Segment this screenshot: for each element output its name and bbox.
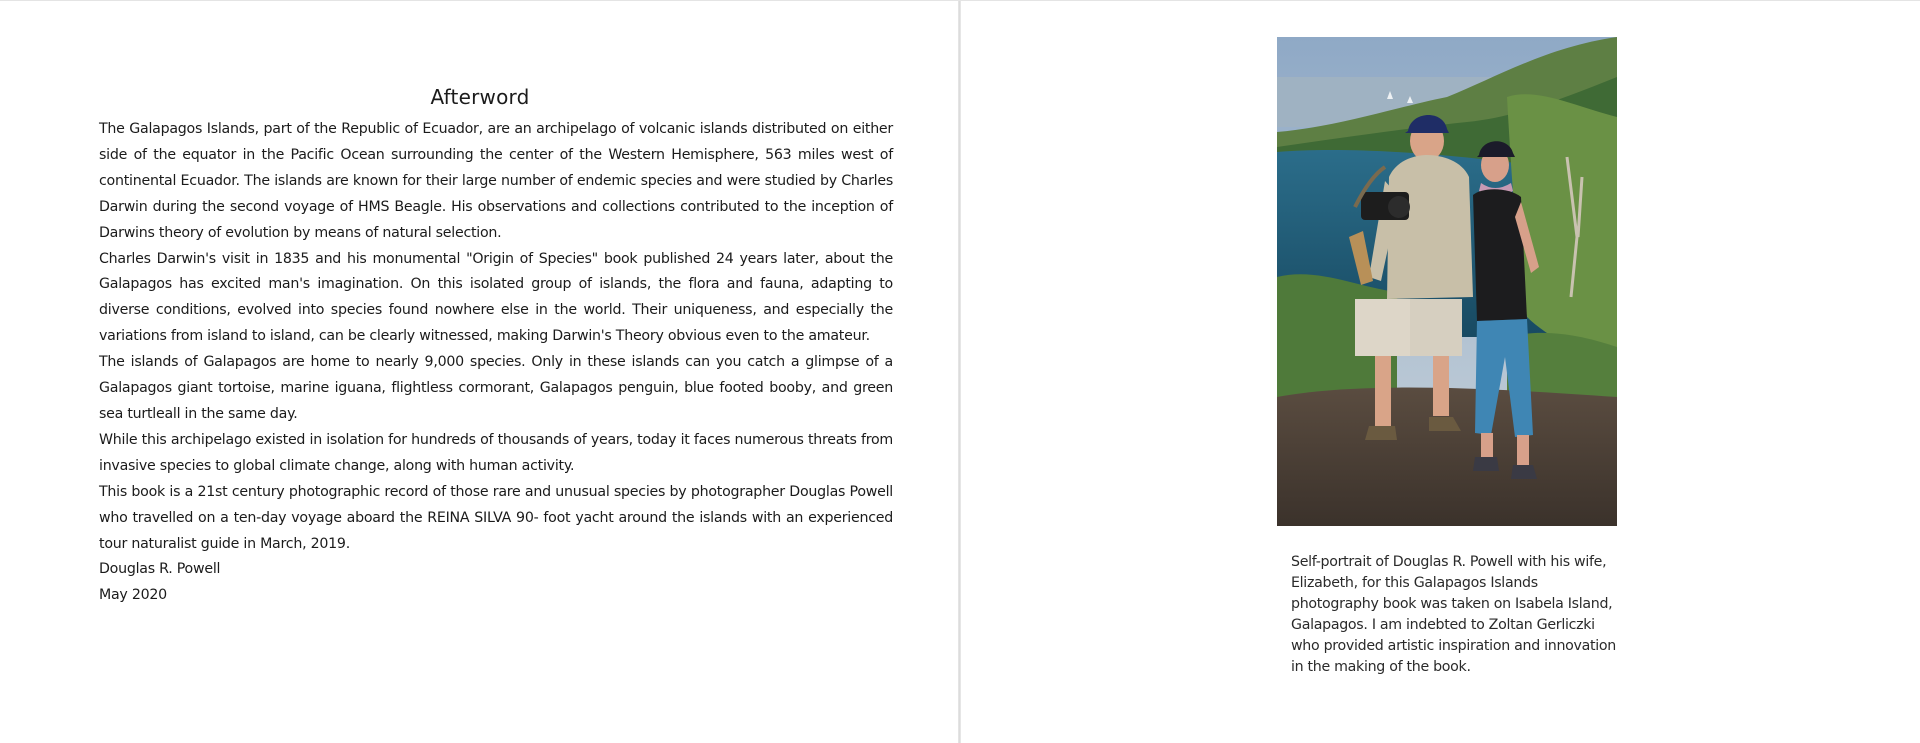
self-portrait-photo (1277, 37, 1617, 526)
author-signature: Douglas R. Powell (99, 561, 221, 578)
left-page (0, 1, 958, 743)
paragraph-darwin-visit: Charles Darwin's visit in 1835 and his monumental "Origin of Species" book published 24 years later, about the Galapagos has excited man's imagination. On this isolated group of islands, the flora and fauna, adapting to diverse conditions, evolved into species found nowhere else in the world. Their uniqueness, and especially the variations from island to island, can be clearly witnessed, making Darwin's Theory obvious even to the amateur. (99, 250, 893, 345)
publication-date: May 2020 (99, 587, 167, 604)
paragraph-galapagos-intro: The Galapagos Islands, part of the Republic of Ecuador, are an archipelago of volcanic islands distributed on either side of the equator in the Pacific Ocean surrounding the center of the Western Hemisphere, 563 miles west of continental Ecuador. The islands are known for their large number of endemic species and were studied by Charles Darwin during the second voyage of HMS Beagle. His observations and collections contributed to the inception of Darwins theory of evolution by means of natural selection. (99, 121, 893, 241)
photo-caption: Self-portrait of Douglas R. Powell with his wife, Elizabeth, for this Galapagos Islands photography book was taken on Isabela Island, Galapagos. I am indebted to Zoltan Gerliczki who provided artistic inspiration and innovation in the making of the book. (1291, 554, 1616, 675)
photo-illustration (1277, 37, 1617, 526)
paragraph-book-record: This book is a 21st century photographic record of those rare and unusual species by photographer Douglas Powell who travelled on a ten-day voyage aboard the REINA SILVA 90- foot yacht around the islands with an experienced tour naturalist guide in March, 2019. (99, 483, 893, 552)
paragraph-species: The islands of Galapagos are home to nearly 9,000 species. Only in these islands can you catch a glimpse of a Galapagos giant tortoise, marine iguana, flightless cormorant, Galapagos penguin, blue footed booby, and green sea turtleall in the same day. (99, 354, 893, 422)
page-title: Afterword (430, 85, 530, 110)
paragraph-threats: While this archipelago existed in isolation for hundreds of thousands of years, today it faces numerous threats from invasive species to global climate change, along with human activity. (99, 431, 893, 474)
right-page (961, 1, 1920, 743)
afterword-body (99, 117, 893, 609)
